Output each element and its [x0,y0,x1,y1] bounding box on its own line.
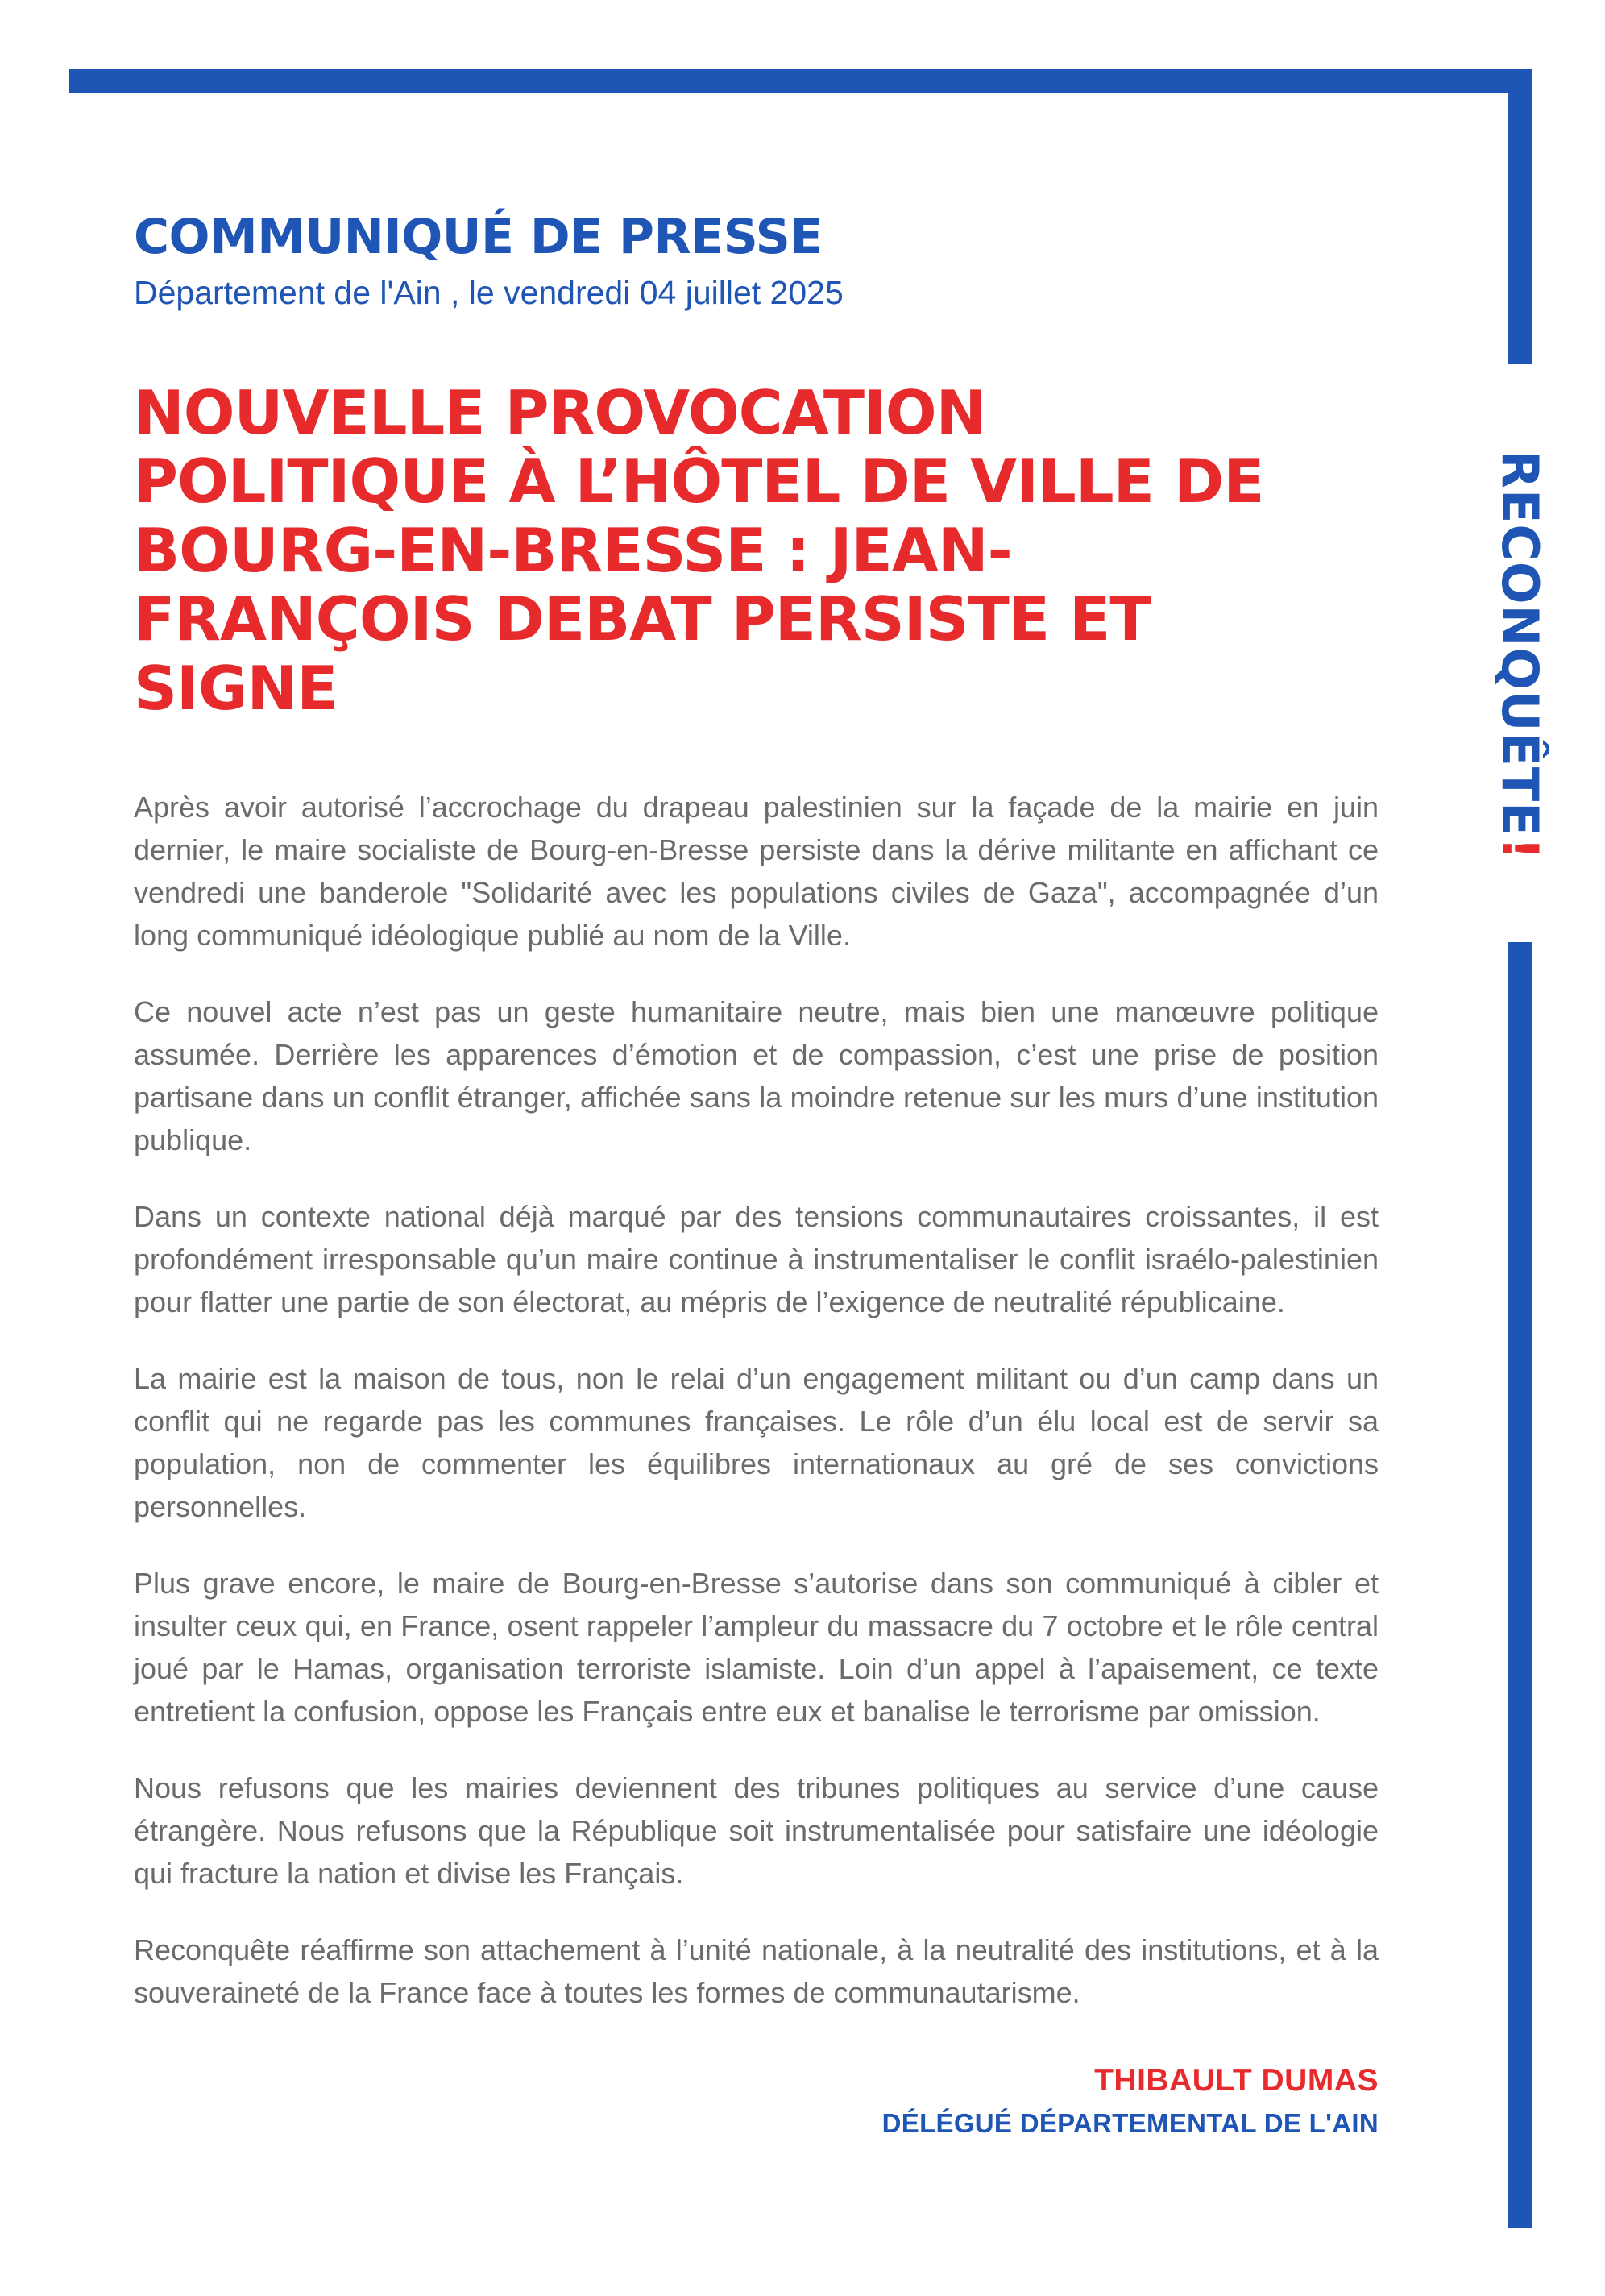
paragraph: Plus grave encore, le maire de Bourg-en-Bresse s’autorise dans son communiqué à cibler et insulter ceux qui, en France, osent rappeler l’ampleur du massacre du 7 octobre et le rôle central joué par le Hamas, organisation terroriste islamiste. Loin d’un appel à l’apaisement, ce texte entretient la confusion, oppose les Français entre eux et banalise le terrorisme par omission. [134,1567,1379,1729]
headline: NOUVELLE PROVOCATION POLITIQUE À L’HÔTEL DE VILLE DE BOURG-EN-BRESSE : JEAN-FRANÇOIS DEBAT PERSISTE ET SIGNE [134,376,1264,724]
logo-exclamation: ! [1491,837,1549,861]
top-border-bar [69,69,1532,93]
reconquete-logo [1491,446,1549,865]
signatory-role: DÉLÉGUÉ DÉPARTEMENTAL DE L'AIN [881,2108,1379,2139]
press-release-dateline: Département de l'Ain , le vendredi 04 juillet 2025 [134,273,844,311]
press-release-title: COMMUNIQUÉ DE PRESSE [134,209,823,265]
paragraph: Reconquête réaffirme son attachement à l’unité nationale, à la neutralité des institutions, et à la souveraineté de la France face à toutes les formes de communautarisme. [134,1933,1379,2010]
body-text [134,786,1379,2014]
paragraph: Ce nouvel acte n’est pas un geste humanitaire neutre, mais bien une manœuvre politique assumée. Derrière les apparences d’émotion et de compassion, c’est une prise de position partisane dans un conflit étranger, affichée sans la moindre retenue sur les murs d’une institution publique. [134,995,1379,1157]
logo-wordmark [1491,450,1549,861]
paragraph: Dans un contexte national déjà marqué par des tensions communautaires croissantes, il est profondément irresponsable qu’un maire continue à instrumentaliser le conflit israélo-palestinien pour flatter une partie de son électorat, au mépris de l’exigence de neutralité républicaine. [134,1200,1379,1319]
right-border-bar-lower [1508,942,1532,2228]
press-release-content [134,211,1379,2141]
paragraph: La mairie est la maison de tous, non le relai d’un engagement militant ou d’un camp dans un conflit qui ne regarde pas les communes françaises. Le rôle d’un élu local est de servir sa population, non de commenter les équilibres internationaux au gré de ses convictions personnelles. [134,1362,1379,1524]
paragraph: Nous refusons que les mairies deviennent des tribunes politiques au service d’une cause étrangère. Nous refusons que la République soit instrumentalisée pour satisfaire une idéologie qui fracture la nation et divise les Français. [134,1771,1379,1891]
right-border-bar-upper [1508,69,1532,364]
logo-text-main: RECONQUÊTE [1491,450,1549,837]
signature-block [134,2062,1379,2141]
paragraph: Après avoir autorisé l’accrochage du drapeau palestinien sur la façade de la mairie en juin dernier, le maire socialiste de Bourg-en-Bresse persiste dans la dérive militante en affichant ce vendredi une banderole "Solidarité avec les populations civiles de Gaza", accompagnée d’un long communiqué idéologique publié au nom de la Ville. [134,791,1379,953]
signatory-name: THIBAULT DUMAS [1094,2063,1379,2099]
